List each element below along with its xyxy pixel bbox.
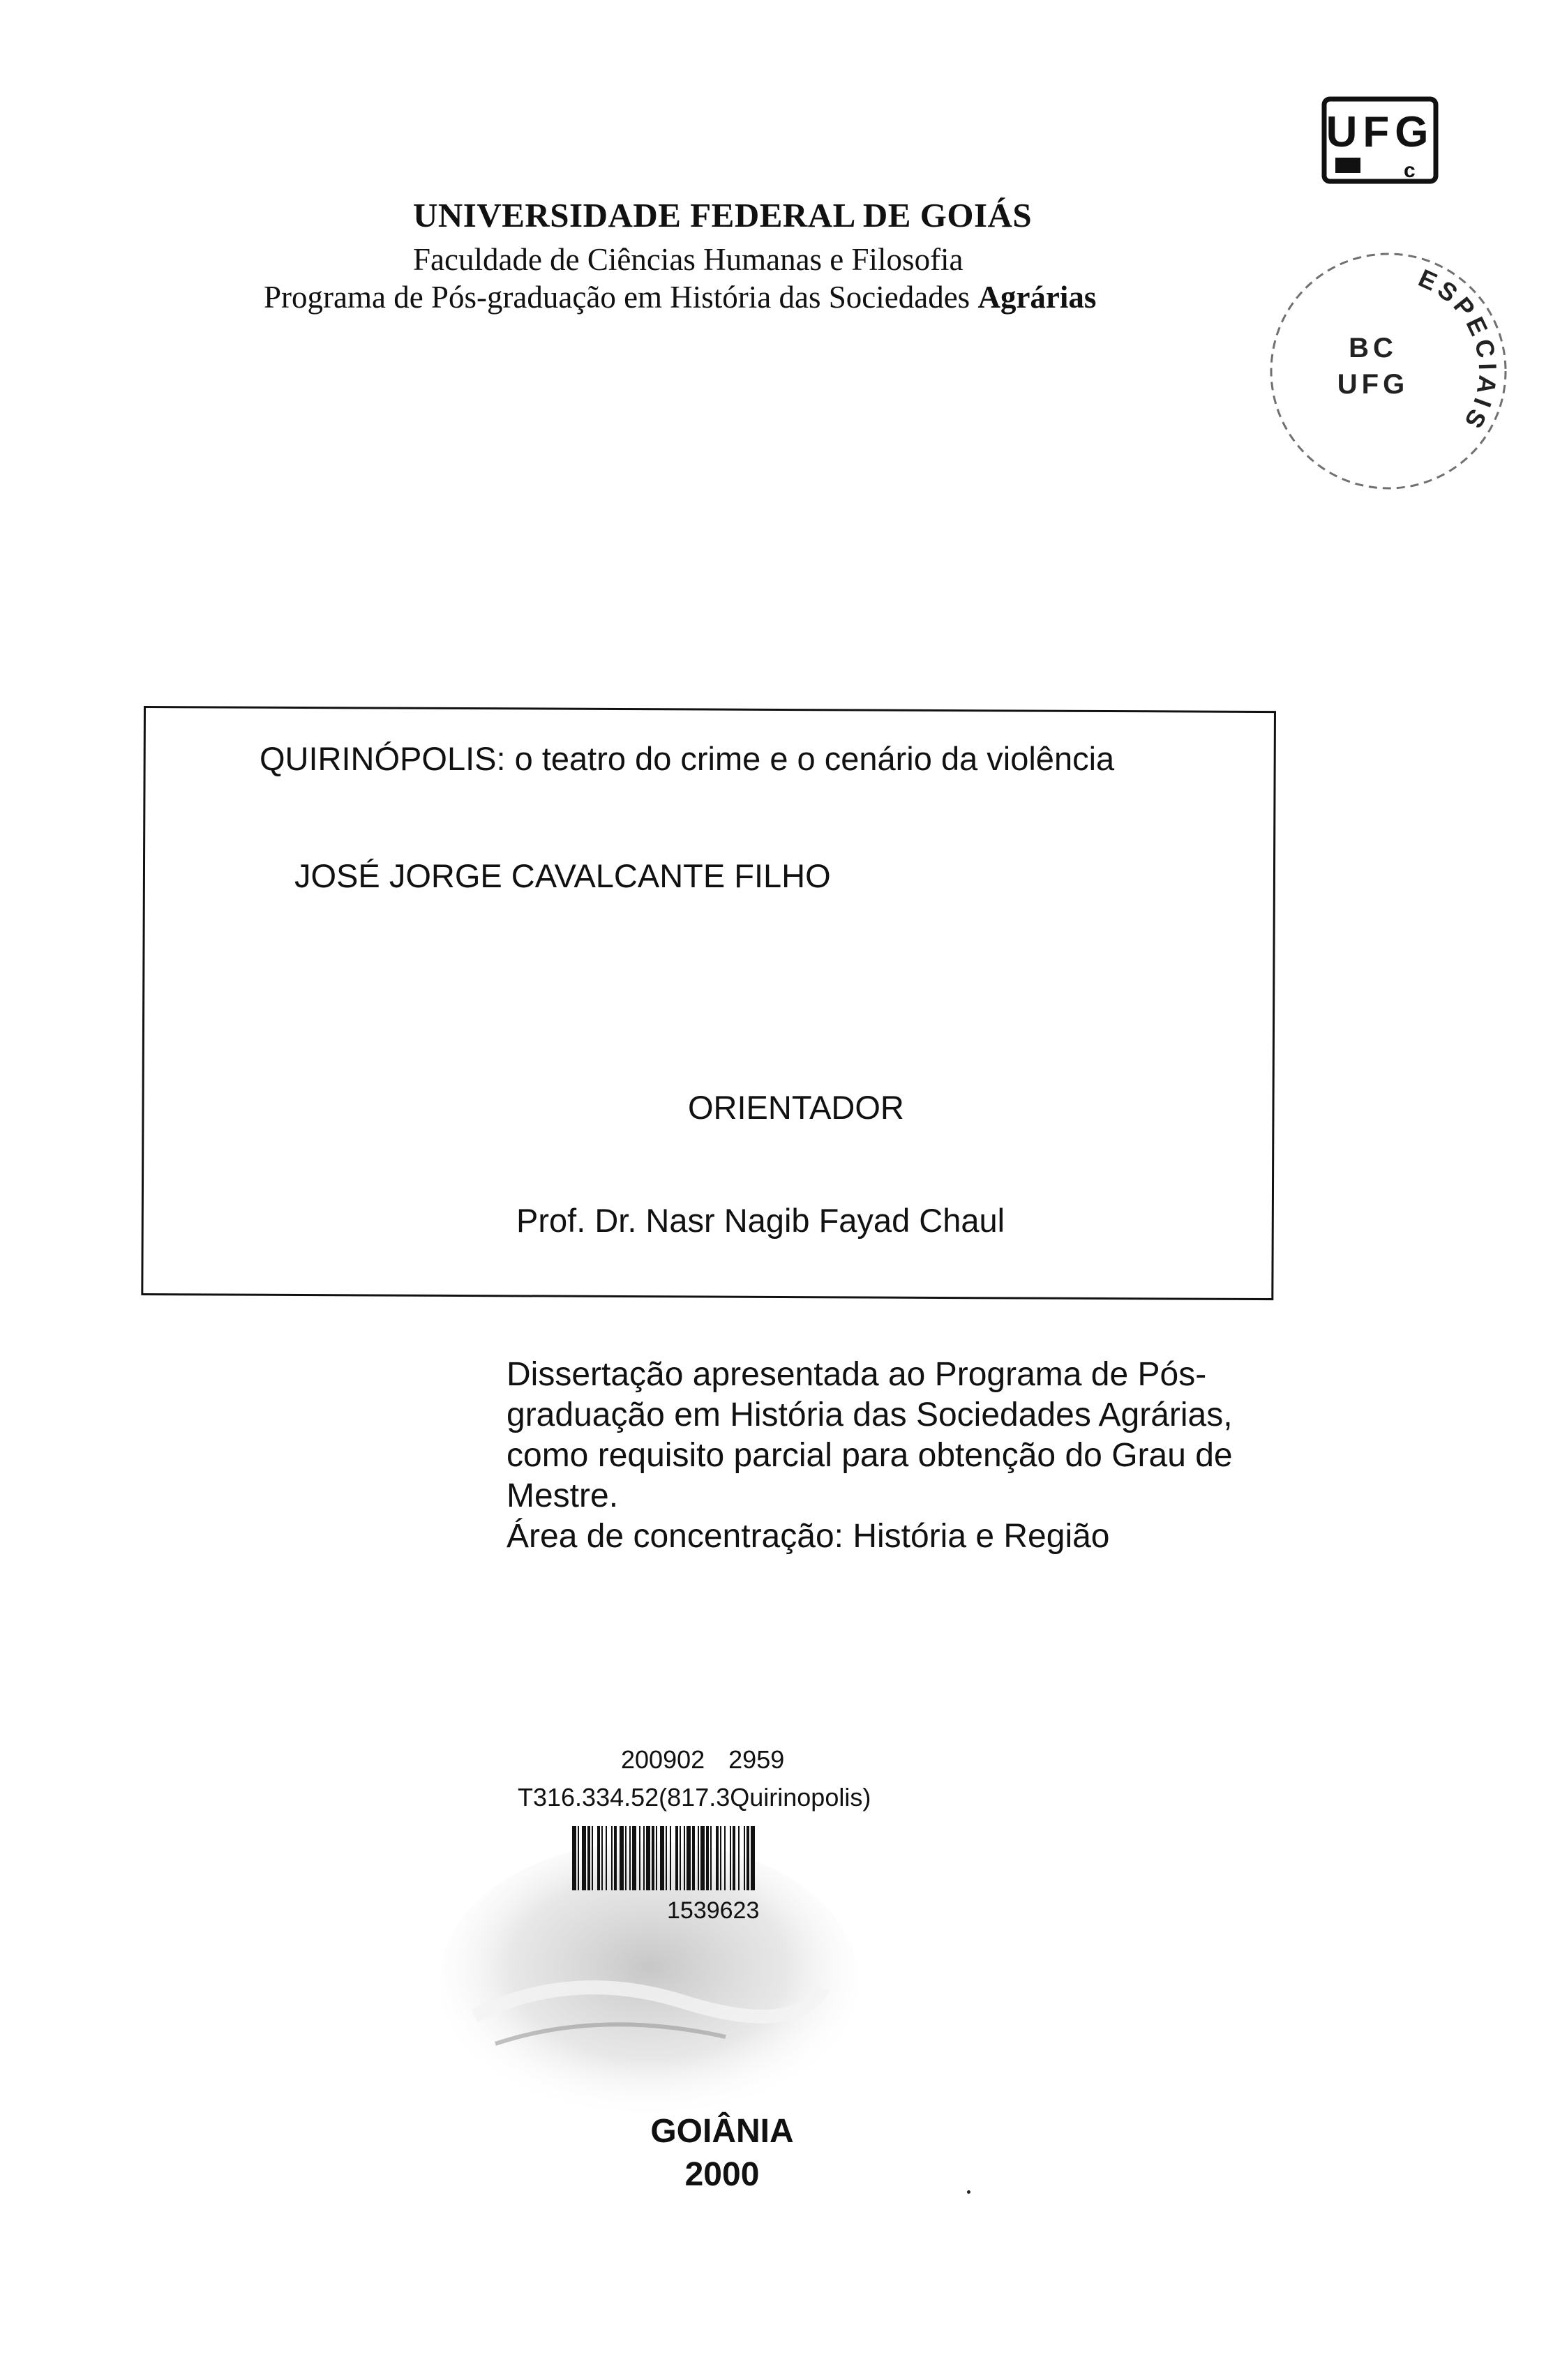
- barcode-bar: [744, 1826, 745, 1890]
- dissertation-note: [507, 1355, 1309, 1557]
- barcode-bar: [687, 1826, 691, 1890]
- barcode-bar: [733, 1826, 735, 1890]
- program-text: Programa de Pós-graduação em História das Sociedades: [264, 280, 970, 315]
- barcode-bar: [698, 1826, 699, 1890]
- svg-text:ESPECIAIS: ESPECIAIS: [1414, 263, 1503, 437]
- barcode-bar: [601, 1826, 603, 1890]
- barcode-bar: [632, 1826, 636, 1890]
- barcode-bar: [700, 1826, 705, 1890]
- svg-text:UFG: UFG: [1326, 108, 1434, 156]
- barcode-bar: [578, 1826, 579, 1890]
- university-name: UNIVERSIDADE FEDERAL DE GOIÁS: [413, 196, 1033, 234]
- city: GOIÂNIA: [650, 2113, 794, 2150]
- program-name: [264, 279, 1096, 315]
- svg-text:BC: BC: [1349, 333, 1397, 363]
- ufg-stamp-logo: [1321, 96, 1440, 186]
- barcode-bar: [625, 1826, 627, 1890]
- catalog-number-1: 200902: [621, 1745, 705, 1774]
- barcode-bar: [710, 1826, 712, 1890]
- dissertation-title: QUIRINÓPOLIS: o teatro do crime e o cenário da violência: [260, 740, 1115, 777]
- barcode-bar: [587, 1826, 590, 1890]
- barcode-bar: [639, 1826, 640, 1890]
- ink-dot: [967, 2190, 970, 2194]
- barcode-bar: [751, 1826, 755, 1890]
- barcode-bar: [724, 1826, 726, 1890]
- barcode-bar: [706, 1826, 709, 1890]
- author-name: JOSÉ JORGE CAVALCANTE FILHO: [294, 857, 831, 894]
- barcode-bar: [680, 1826, 681, 1890]
- svg-text:c: c: [1404, 159, 1416, 182]
- note-text: Dissertação apresentada ao Programa de Pós-graduação em História das Sociedades Agrárias, como requisito parcial para obtenção do Grau de Mestre.: [507, 1356, 1233, 1514]
- barcode-bar: [597, 1826, 600, 1890]
- barcode-bar: [629, 1826, 631, 1890]
- barcode-bar: [730, 1826, 731, 1890]
- catalog-number-2: 2959: [728, 1745, 785, 1774]
- barcode-bar: [684, 1826, 685, 1890]
- barcode-bar: [592, 1826, 593, 1890]
- barcode-bar: [656, 1826, 657, 1890]
- library-round-stamp: [1256, 239, 1521, 504]
- barcode-bar: [720, 1826, 721, 1890]
- catalog-classification: T316.334.52(817.3Quirinopolis): [518, 1783, 871, 1812]
- barcode-bar: [652, 1826, 654, 1890]
- advisor-name: Prof. Dr. Nasr Nagib Fayad Chaul: [516, 1202, 1005, 1239]
- advisor-label: ORIENTADOR: [688, 1089, 904, 1126]
- svg-text:UFG: UFG: [1337, 369, 1409, 400]
- barcode-bar: [670, 1826, 671, 1890]
- barcode-bar: [716, 1826, 719, 1890]
- faculty-name: Faculdade de Ciências Humanas e Filosofia: [413, 242, 963, 277]
- barcode-bar: [646, 1826, 650, 1890]
- barcode-bar: [666, 1826, 667, 1890]
- barcode-bar: [582, 1826, 586, 1890]
- barcode-bar: [611, 1826, 613, 1890]
- barcode-bar: [675, 1826, 678, 1890]
- barcode-bar: [738, 1826, 740, 1890]
- program-text-bold: Agrárias: [977, 280, 1097, 315]
- year: 2000: [684, 2156, 760, 2193]
- barcode-bar: [620, 1826, 624, 1890]
- barcode-bar: [606, 1826, 607, 1890]
- barcode-number: 1539623: [667, 1897, 760, 1924]
- barcode-bar: [643, 1826, 645, 1890]
- barcode: [571, 1826, 850, 1890]
- barcode-bar: [572, 1826, 576, 1890]
- catalog-numbers: [621, 1745, 784, 1775]
- barcode-bar: [692, 1826, 695, 1890]
- barcode-bar: [660, 1826, 664, 1890]
- concentration-area: Área de concentração: História e Região: [507, 1518, 1110, 1555]
- barcode-bar: [747, 1826, 749, 1890]
- barcode-bar: [614, 1826, 617, 1890]
